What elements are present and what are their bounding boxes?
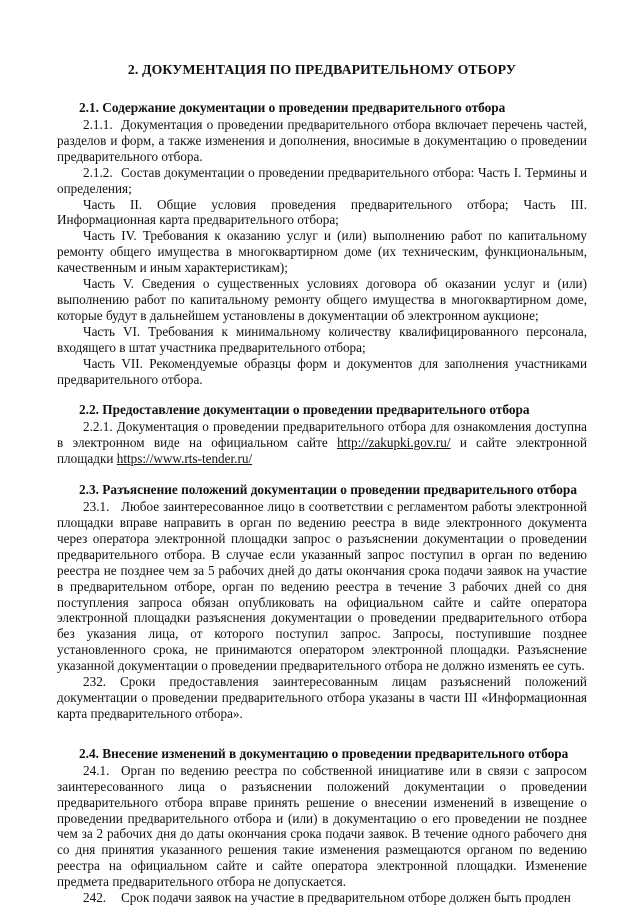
clause-number: 23.1.	[83, 499, 110, 515]
clause-number: 232.	[83, 674, 107, 690]
clause-number: 2.1.1.	[83, 117, 113, 132]
section-2-2-heading: 2.2. Предоставление документации о проведении предварительного отбора	[79, 402, 530, 418]
paragraph-part-2: Часть II. Общие условия проведения предварительного отбора; Часть III. Информационная карта предварительного отбора;	[57, 196, 587, 228]
page-title: 2. ДОКУМЕНТАЦИЯ ПО ПРЕДВАРИТЕЛЬНОМУ ОТБОРУ	[127, 62, 517, 77]
paragraph-text: Срок подачи заявок на участие в предварительном отборе должен быть продлен	[121, 890, 571, 906]
document-page	[57, 62, 587, 906]
spacer	[57, 387, 587, 402]
zakupki-link[interactable]: http://zakupki.gov.ru/	[337, 435, 451, 451]
paragraph-2-1-2	[57, 165, 587, 197]
clause-number: 2.1.2.	[83, 164, 113, 180]
paragraph-text: Орган по ведению реестра по собственной инициативе или в связи с запросом заинтересованного лица о разъяснении положений документации о проведении предварительного отбора вправе принять решение о внесении изменений в извещение о проведении предварительного отбора и (или) в документацию о его проведении не позднее чем за 2 рабочих дня до даты окончания срока подачи заявок. В течение одного рабочего дня со дня принятия указанного решения такие изменения размещаются органом по ведению реестра на официальном сайте и сайте оператора электронной площадки. Изменение предмета предварительного отбора не допускается.	[57, 762, 587, 890]
spacer	[57, 722, 587, 746]
paragraph-text: Любое заинтересованное лицо в соответствии с регламентом работы электронной площадки вправе направить в орган по ведению реестра в виде электронного документа через оператора электронной площадки запрос о разъяснении документации о проведении предварительного отбора. В случае если указанный запрос поступил в орган по ведению реестра не позднее чем за 5 рабочих дней до даты окончания срока подачи заявок на участие в предварительном отборе, орган по ведению реестра в течение 3 рабочих дней со дня поступления запроса обязан опубликовать на официальном сайте и сайте оператора электронной площадки разъяснения документации о проведении предварительного отбора без указания лица, от которого поступил запрос. Запросы, поступившие позднее установленного срока, не принимаются оператором электронной площадки. Разъяснение указанной документации о проведении предварительного отбора не должно изменять ее суть.	[57, 499, 587, 674]
paragraph-text: и сайте электронной площадки	[57, 435, 588, 467]
paragraph-2-2-1	[57, 419, 587, 467]
paragraph-2-1-1	[57, 117, 587, 165]
paragraph-text: Документация о проведении предварительного отбора включает перечень частей, разделов и форм, а также изменения и дополнения, вносимые в документацию о проведении предварительного отбора.	[57, 117, 587, 164]
clause-number: 24.1.	[83, 762, 110, 778]
paragraph-text: 2.2.1. Документация о проведении предварительного отбора для ознакомления доступна в электронном виде на официальном сайте	[57, 419, 587, 451]
section-2-1-heading: 2.1. Содержание документации о проведении предварительного отбора	[79, 100, 506, 115]
paragraph-text: Сроки предоставления заинтересованным лицам разъяснений положений документации о проведении предварительного отбора указаны в части III «Информационная карта предварительного отбора».	[57, 674, 587, 721]
spacer	[57, 467, 587, 482]
paragraph-part-4: Часть IV. Требования к оказанию услуг и (или) выполнению работ по капитальному ремонту общего имущества в многоквартирном доме (их техническим, функциональным, качественным и иным характеристикам);	[57, 228, 587, 276]
section-2-4-heading: 2.4. Внесение изменений в документацию о проведении предварительного отбора	[79, 745, 569, 761]
paragraph-2-4-1	[57, 763, 587, 890]
paragraph-2-3-1	[57, 499, 587, 674]
paragraph-part-5: Часть V. Сведения о существенных условиях договора об оказании услуг и (или) выполнению работ по капитальному ремонту общего имущества в многоквартирном доме, которые будут в дальнейшем установлены в документации об электронном аукционе;	[57, 276, 587, 323]
paragraph-part-7: Часть VII. Рекомендуемые образцы форм и документов для заполнения участниками предварительного отбора.	[57, 355, 587, 387]
paragraph-2-3-2	[57, 674, 587, 722]
section-2-3-heading: 2.3. Разъяснение положений документации о проведении предварительного отбора	[79, 482, 577, 498]
paragraph-text: Состав документации о проведении предварительного отбора: Часть I. Термины и определения;	[57, 164, 587, 196]
paragraph-part-6: Часть VI. Требования к минимальному количеству квалифицированного персонала, входящего в штат участника предварительного отбора;	[57, 323, 587, 355]
clause-number: 242.	[83, 890, 107, 906]
rts-tender-link[interactable]: https://www.rts-tender.ru/	[116, 451, 253, 467]
paragraph-2-4-2	[57, 890, 587, 906]
